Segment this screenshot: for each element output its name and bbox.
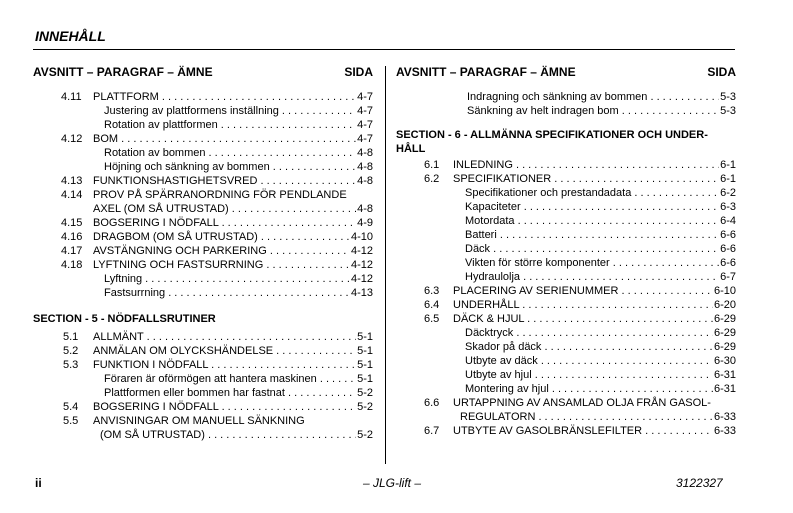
entry-number: 4.18 (61, 259, 83, 271)
entry-number: 6.7 (424, 425, 440, 437)
right-column (396, 64, 736, 438)
entry-page: 6-20 (713, 299, 736, 311)
toc-entry (396, 200, 736, 214)
entry-page: 6-3 (720, 201, 736, 213)
left-group2 (33, 216, 373, 300)
entry-page: 6-1 (720, 173, 736, 185)
toc-entry-5-5 (33, 414, 373, 442)
toc-entry (396, 382, 736, 396)
entry-number: 4.13 (61, 175, 83, 187)
entry-title: ALLMÄNT . . . (93, 330, 373, 344)
left-group1 (33, 90, 373, 188)
entry-page: 4-8 (357, 161, 373, 173)
entry-title-line1: URTAPPNING AV ANSAMLAD OLJA FRÅN GASOL- (453, 397, 711, 409)
entry-number: 5.1 (63, 331, 79, 343)
entry-page: 4-10 (350, 231, 373, 243)
entry-title: DRAGBOM (OM SÅ UTRUSTAD) . . . (93, 230, 373, 244)
footer-page-number: ii (35, 476, 42, 490)
entry-title: Rotation av bommen . . . (104, 146, 373, 160)
right-column-header (396, 64, 736, 80)
entry-page: 4-7 (357, 91, 373, 103)
entry-page: 6-29 (713, 327, 736, 339)
toc-entry (396, 284, 736, 298)
entry-title: ANMÄLAN OM OLYCKSHÄNDELSE . . . (93, 344, 373, 358)
entry-number: 4.17 (61, 245, 83, 257)
entry-title-line2: (OM SÅ UTRUSTAD) . . . (100, 428, 373, 442)
section-6-heading-line2: HÅLL (396, 143, 426, 155)
entry-page: 4-8 (357, 203, 373, 215)
toc-entry (33, 230, 373, 244)
toc-entry (396, 354, 736, 368)
entry-title: Utbyte av hjul . . . (465, 368, 736, 382)
column-divider (385, 66, 386, 464)
header-rule (33, 49, 735, 50)
entry-page: 4-12 (350, 245, 373, 257)
toc-entry (33, 90, 373, 104)
entry-number: 4.12 (61, 133, 83, 145)
entry-title: Indragning och sänkning av bommen . . . (467, 90, 736, 104)
toc-entry (33, 104, 373, 118)
toc-entry (396, 298, 736, 312)
entry-title: BOGSERING I NÖDFALL . . . (93, 400, 373, 414)
toc-entry (33, 272, 373, 286)
left-column (33, 64, 373, 442)
entry-page: 5-1 (357, 373, 373, 385)
entry-title: Fastsurrning . . . (104, 286, 373, 300)
entry-title: PLATTFORM . . . (93, 90, 373, 104)
toc-entry (33, 146, 373, 160)
entry-title: Skador på däck . . . (465, 340, 736, 354)
toc-entry (396, 424, 736, 438)
entry-title: Höjning och sänkning av bommen . . . (104, 160, 373, 174)
toc-entry (396, 172, 736, 186)
entry-page: 6-33 (713, 411, 736, 423)
entry-page: 6-4 (720, 215, 736, 227)
toc-entry (396, 104, 736, 118)
entry-page: 4-8 (357, 175, 373, 187)
entry-page: 5-3 (720, 91, 736, 103)
column-header-page-label: SIDA (344, 65, 373, 79)
toc-entry (33, 400, 373, 414)
toc-entry (396, 158, 736, 172)
entry-title: Plattformen eller bommen har fastnat . . . (104, 386, 373, 400)
toc-entry (396, 326, 736, 340)
right-group1 (396, 90, 736, 118)
toc-entry (33, 174, 373, 188)
entry-page: 6-6 (720, 229, 736, 241)
entry-title-line2: REGULATORN . . . (460, 410, 736, 424)
footer-doc-number: 3122327 (676, 476, 723, 490)
toc-entry (33, 386, 373, 400)
entry-number: 5.4 (63, 401, 79, 413)
toc-entry (396, 242, 736, 256)
entry-title: Motordata . . . (465, 214, 736, 228)
toc-entry-6-6 (396, 396, 736, 424)
entry-page: 6-29 (713, 341, 736, 353)
entry-title-line2: AXEL (OM SÅ UTRUSTAD) . . . (93, 202, 373, 216)
entry-number: 4.14 (61, 189, 83, 201)
entry-title: Specifikationer och prestandadata . . . (465, 186, 736, 200)
entry-page: 6-6 (720, 243, 736, 255)
toc-entry (33, 258, 373, 272)
entry-title: Vikten för större komponenter . . . (465, 256, 736, 270)
footer-brand: – JLG-lift – (363, 476, 422, 490)
toc-entry (33, 344, 373, 358)
entry-title: FUNKTIONSHASTIGHETSVRED . . . (93, 174, 373, 188)
entry-page: 4-13 (350, 287, 373, 299)
entry-page: 6-33 (713, 425, 736, 437)
entry-number: 6.1 (424, 159, 440, 171)
entry-number: 4.11 (61, 91, 82, 103)
toc-entry (33, 244, 373, 258)
entry-title: UTBYTE AV GASOLBRÄNSLEFILTER . . . (453, 424, 736, 438)
entry-number: 6.3 (424, 285, 440, 297)
entry-title: Hydraulolja . . . (465, 270, 736, 284)
toc-entry (396, 312, 736, 326)
toc-entry (33, 358, 373, 372)
entry-title: Lyftning . . . (104, 272, 373, 286)
entry-page: 4-7 (357, 119, 373, 131)
toc-entry (396, 90, 736, 104)
entry-page: 6-31 (713, 383, 736, 395)
entry-title: BOM . . . (93, 132, 373, 146)
entry-title: Batteri . . . (465, 228, 736, 242)
entry-page: 4-12 (350, 273, 373, 285)
entry-number: 6.4 (424, 299, 440, 311)
entry-number: 6.6 (424, 397, 440, 409)
entry-number: 6.5 (424, 313, 440, 325)
toc-entry (33, 132, 373, 146)
entry-page: 5-2 (357, 429, 373, 441)
column-header-label: AVSNITT – PARAGRAF – ÄMNE (33, 65, 213, 79)
toc-entry (396, 186, 736, 200)
entry-title-line1: ANVISNINGAR OM MANUELL SÄNKNING (93, 415, 305, 427)
entry-title: BOGSERING I NÖDFALL . . . (93, 216, 373, 230)
section-5-heading: SECTION - 5 - NÖDFALLSRUTINER (33, 313, 216, 325)
entry-title: Föraren är oförmögen att hantera maskinen . . . (104, 372, 373, 386)
entry-number: 5.5 (63, 415, 79, 427)
entry-page: 5-1 (357, 331, 373, 343)
toc-entry (33, 118, 373, 132)
page-title: INNEHÅLL (35, 28, 106, 44)
entry-title: Rotation av plattformen . . . (104, 118, 373, 132)
section-6-heading-line1: SECTION - 6 - ALLMÄNNA SPECIFIKATIONER OCH UNDER- (396, 129, 708, 141)
entry-page: 6-2 (720, 187, 736, 199)
entry-page: 5-1 (357, 345, 373, 357)
toc-entry (33, 372, 373, 386)
left-group3 (33, 330, 373, 414)
entry-title: AVSTÄNGNING OCH PARKERING . . . (93, 244, 373, 258)
toc-entry (33, 160, 373, 174)
entry-title: LYFTNING OCH FASTSURRNING . . . (93, 258, 373, 272)
entry-title: INLEDNING . . . (453, 158, 736, 172)
toc-entry (396, 228, 736, 242)
entry-title: Utbyte av däck . . . (465, 354, 736, 368)
entry-page: 6-30 (713, 355, 736, 367)
toc-entry (396, 214, 736, 228)
section-6-heading (396, 128, 736, 156)
toc-entry (33, 330, 373, 344)
entry-number: 5.3 (63, 359, 79, 371)
entry-title: DÄCK & HJUL . . . (453, 312, 736, 326)
column-header-page-label: SIDA (707, 65, 736, 79)
toc-entry (396, 340, 736, 354)
entry-page: 4-12 (350, 259, 373, 271)
entry-title: Kapaciteter . . . (465, 200, 736, 214)
entry-page: 6-1 (720, 159, 736, 171)
entry-number: 4.16 (61, 231, 83, 243)
entry-title: Däcktryck . . . (465, 326, 736, 340)
entry-page: 6-10 (713, 285, 736, 297)
entry-page: 5-3 (720, 105, 736, 117)
left-column-header (33, 64, 373, 80)
entry-page: 6-29 (713, 313, 736, 325)
entry-number: 6.2 (424, 173, 440, 185)
entry-page: 6-31 (713, 369, 736, 381)
toc-entry (396, 368, 736, 382)
entry-title-line1: PROV PÅ SPÄRRANORDNING FÖR PENDLANDE (93, 189, 347, 201)
right-group3 (396, 424, 736, 438)
toc-entry (396, 256, 736, 270)
entry-title: Sänkning av helt indragen bom . . . (467, 104, 736, 118)
entry-page: 5-2 (357, 387, 373, 399)
entry-title: Montering av hjul . . . (465, 382, 736, 396)
entry-page: 4-8 (357, 147, 373, 159)
entry-number: 4.15 (61, 217, 83, 229)
column-header-label: AVSNITT – PARAGRAF – ÄMNE (396, 65, 576, 79)
entry-page: 5-1 (357, 359, 373, 371)
entry-title: SPECIFIKATIONER . . . (453, 172, 736, 186)
entry-page: 6-7 (720, 271, 736, 283)
entry-title: Däck . . . (465, 242, 736, 256)
right-group2 (396, 158, 736, 396)
entry-page: 4-7 (357, 133, 373, 145)
entry-title: Justering av plattformens inställning . . . (104, 104, 373, 118)
entry-page: 4-7 (357, 105, 373, 117)
entry-title: UNDERHÅLL . . . (453, 298, 736, 312)
entry-page: 6-6 (720, 257, 736, 269)
toc-entry-4-14 (33, 188, 373, 216)
entry-title: PLACERING AV SERIENUMMER . . . (453, 284, 736, 298)
toc-entry (33, 216, 373, 230)
entry-page: 4-9 (357, 217, 373, 229)
toc-entry (33, 286, 373, 300)
entry-title: FUNKTION I NÖDFALL . . . (93, 358, 373, 372)
toc-entry (396, 270, 736, 284)
entry-number: 5.2 (63, 345, 79, 357)
entry-page: 5-2 (357, 401, 373, 413)
